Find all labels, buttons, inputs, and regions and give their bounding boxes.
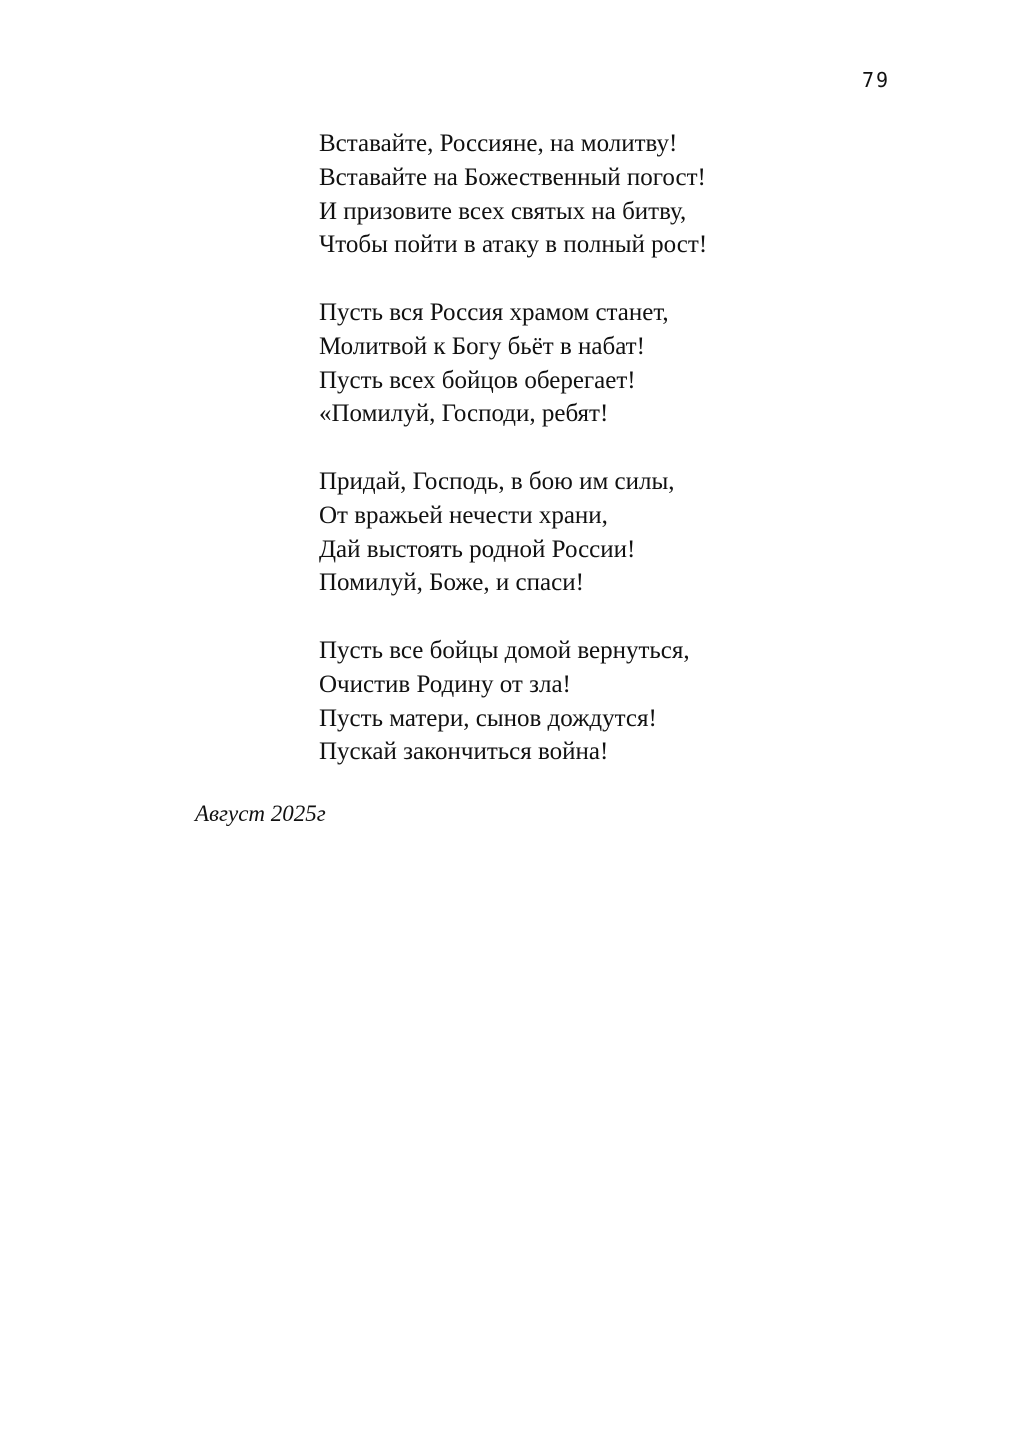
stanza-2	[319, 296, 959, 431]
page-number: 79	[862, 68, 891, 92]
poem-line: Чтобы пойти в атаку в полный рост!	[319, 231, 708, 259]
stanza-1	[319, 127, 959, 262]
poem-line: Вставайте на Божественный погост!	[319, 163, 706, 191]
stanza-3	[319, 465, 959, 600]
poem-line: Пускай закончиться война!	[319, 738, 609, 766]
poem-line: Пусть всех бойцов оберегает!	[319, 366, 636, 394]
signature-date: Август 2025г	[195, 801, 326, 826]
poem-line: Очистив Родину от зла!	[319, 670, 571, 698]
poem-line: И призовите всех святых на битву,	[319, 197, 687, 225]
poem-line: «Помилуй, Господи, ребят!	[319, 400, 609, 428]
poem-line: Придай, Господь, в бою им силы,	[319, 467, 675, 495]
poem	[319, 127, 959, 803]
poem-line: Молитвой к Богу бьёт в набат!	[319, 332, 645, 360]
poem-line: Вставайте, Россияне, на молитву!	[319, 130, 678, 157]
poem-line: От вражьей нечести храни,	[319, 501, 608, 529]
stanza-4	[319, 634, 959, 769]
poem-line: Дай выстоять родной России!	[319, 535, 636, 563]
poem-line: Пусть все бойцы домой вернуться,	[319, 636, 690, 664]
poem-line: Пусть вся Россия храмом станет,	[319, 298, 669, 326]
poem-line: Пусть матери, сынов дождутся!	[319, 704, 657, 732]
poem-line: Помилуй, Боже, и спаси!	[319, 569, 584, 597]
